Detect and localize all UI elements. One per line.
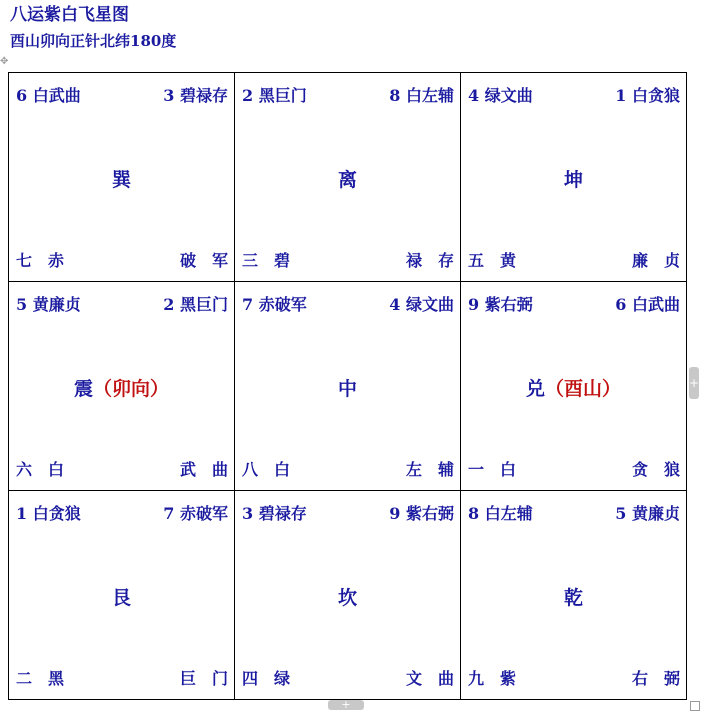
palace-note: （卯向） (93, 378, 170, 400)
palace-name: 中 (337, 378, 357, 400)
table-move-handle-icon[interactable]: ✥ (0, 56, 9, 67)
cell-bottom-left-star: 三 碧 (242, 251, 291, 270)
cell-top-right-star: 9 紫右弼 (389, 504, 454, 523)
cell-bottom-right-star: 武 曲 (179, 460, 228, 479)
cell-top-left-star: 5 黄廉贞 (16, 295, 81, 314)
palace-name: 艮 (111, 587, 131, 609)
cell-top-left-star: 3 碧禄存 (242, 504, 307, 523)
cell-top-right-star: 8 白左辅 (389, 86, 454, 105)
cell-top-right-star: 5 黄廉贞 (615, 504, 680, 523)
cell-palace-name (461, 165, 686, 192)
cell-top-left-star: 4 绿文曲 (468, 86, 533, 105)
grid-row-top (9, 73, 687, 282)
grid-row-middle (9, 282, 687, 491)
cell-palace-name (9, 165, 234, 192)
cell-top-left-star: 8 白左辅 (468, 504, 533, 523)
cell-bottom-left-star: 六 白 (16, 460, 65, 479)
cell-bottom-right-star: 右 弼 (631, 669, 680, 688)
cell-top-right-star: 6 白武曲 (615, 295, 680, 314)
cell-bottom-left-star: 九 紫 (468, 669, 517, 688)
palace-cell-zhen (9, 282, 235, 491)
cell-bottom-right-star: 巨 门 (179, 669, 228, 688)
palace-note: （酉山） (545, 378, 622, 400)
cell-top-left-star: 9 紫右弼 (468, 295, 533, 314)
cell-top-right-star: 7 赤破军 (163, 504, 228, 523)
cell-top-left-star: 2 黑巨门 (242, 86, 307, 105)
cell-top-right-star: 1 白贪狼 (615, 86, 680, 105)
cell-palace-name (461, 583, 686, 610)
cell-bottom-right-star: 廉 贞 (631, 251, 680, 270)
cell-top-right-star: 4 绿文曲 (389, 295, 454, 314)
cell-palace-name (9, 583, 234, 610)
cell-top-left-star: 1 白贪狼 (16, 504, 81, 523)
palace-cell-kan (235, 491, 461, 700)
cell-bottom-right-star: 破 军 (179, 251, 228, 270)
cell-top-left-star: 6 白武曲 (16, 86, 81, 105)
cell-palace-name (9, 374, 234, 401)
page-title: 八运紫白飞星图 (10, 5, 129, 25)
palace-cell-li (235, 73, 461, 282)
palace-cell-dui (461, 282, 687, 491)
add-row-handle-icon[interactable]: + (328, 700, 364, 710)
cell-bottom-right-star: 文 曲 (405, 669, 454, 688)
palace-name: 坎 (337, 587, 357, 609)
grid-row-bottom (9, 491, 687, 700)
palace-name: 坤 (563, 169, 583, 191)
palace-cell-xun (9, 73, 235, 282)
table-resize-handle-icon[interactable] (690, 701, 700, 711)
page-subtitle: 酉山卯向正针北纬180度 (10, 32, 177, 50)
palace-name: 震 (73, 378, 93, 400)
cell-palace-name (235, 374, 460, 401)
palace-cell-gen (9, 491, 235, 700)
cell-bottom-left-star: 七 赤 (16, 251, 65, 270)
cell-bottom-left-star: 四 绿 (242, 669, 291, 688)
cell-bottom-left-star: 八 白 (242, 460, 291, 479)
cell-bottom-right-star: 贪 狼 (631, 460, 680, 479)
cell-top-left-star: 7 赤破军 (242, 295, 307, 314)
cell-palace-name (461, 374, 686, 401)
cell-bottom-right-star: 禄 存 (405, 251, 454, 270)
add-column-handle-icon[interactable]: + (689, 367, 699, 399)
palace-name: 兑 (525, 378, 545, 400)
cell-bottom-left-star: 五 黄 (468, 251, 517, 270)
palace-name: 离 (337, 169, 357, 191)
cell-palace-name (235, 583, 460, 610)
cell-top-right-star: 2 黑巨门 (163, 295, 228, 314)
cell-bottom-left-star: 一 白 (468, 460, 517, 479)
flying-star-grid (8, 72, 687, 700)
cell-bottom-left-star: 二 黑 (16, 669, 65, 688)
cell-bottom-right-star: 左 辅 (405, 460, 454, 479)
cell-top-right-star: 3 碧禄存 (163, 86, 228, 105)
palace-name: 巽 (111, 169, 131, 191)
palace-name: 乾 (563, 587, 583, 609)
palace-cell-kun (461, 73, 687, 282)
palace-cell-zhong (235, 282, 461, 491)
palace-cell-qian (461, 491, 687, 700)
cell-palace-name (235, 165, 460, 192)
